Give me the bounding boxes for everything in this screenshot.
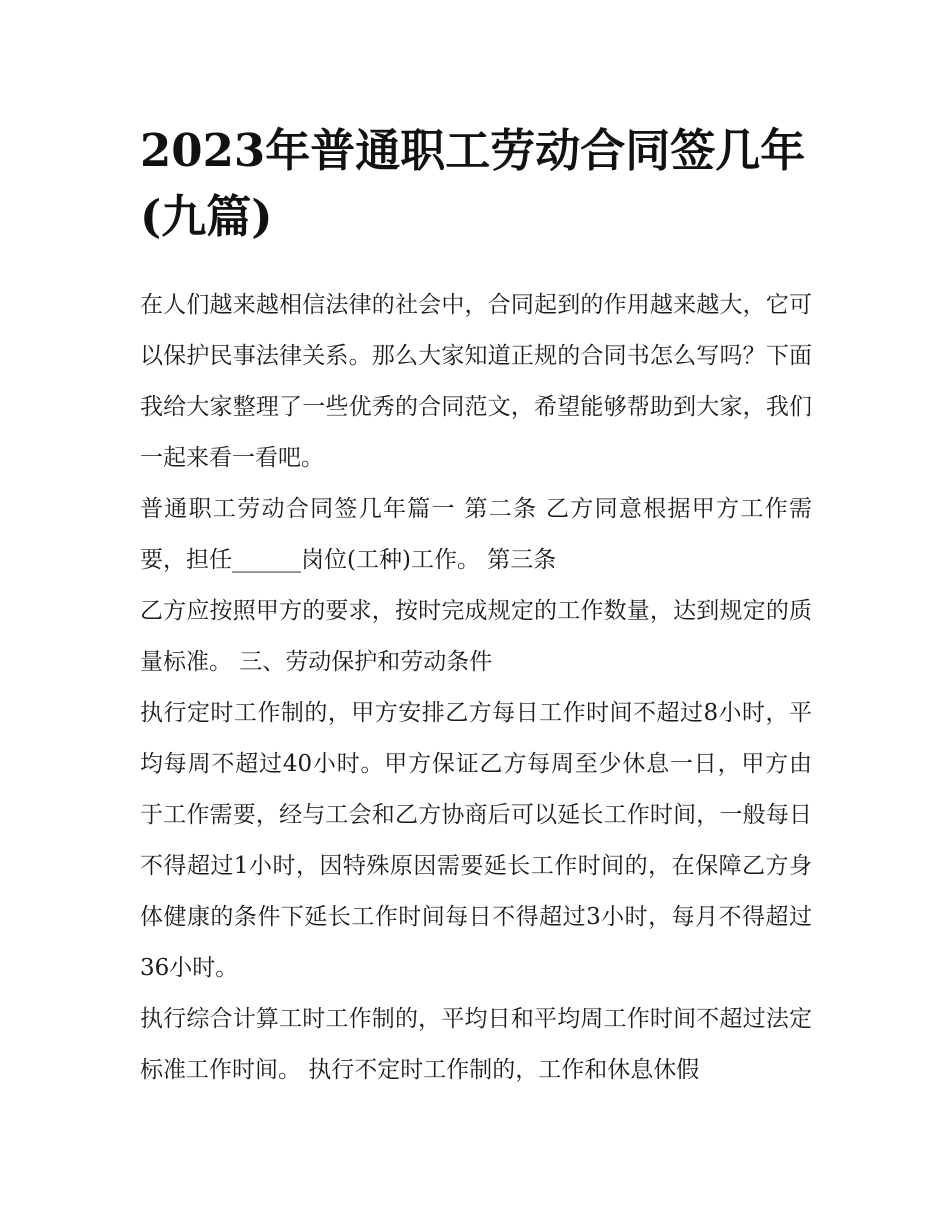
paragraph-working-hours: 执行定时工作制的，甲方安排乙方每日工作时间不超过8小时，平均每周不超过40小时。甲方保证乙方每周至少休息一日，甲方由于工作需要，经与工会和乙方协商后可以延长工作时间，一般每日不得超过1小时，因特殊原因需要延长工作时间的，在保障乙方身体健康的条件下延长工作时间每日不得超过3小时，每月不得超过36小时。	[140, 700, 812, 981]
paragraph-comprehensive-hours: 执行综合计算工时工作制的，平均日和平均周工作时间不超过法定标准工作时间。 执行不定时工作制的，工作和休息休假	[140, 1006, 812, 1083]
paragraph-intro: 在人们越来越相信法律的社会中，合同起到的作用越来越大，它可以保护民事法律关系。那么大家知道正规的合同书怎么写吗？下面我给大家整理了一些优秀的合同范文，希望能够帮助到大家，我们一起来看一看吧。	[140, 292, 812, 471]
paragraph-article-3: 乙方应按照甲方的要求，按时完成规定的工作数量，达到规定的质量标准。 三、劳动保护和劳动条件	[140, 598, 812, 675]
document-page	[140, 118, 812, 1096]
paragraph-article-2: 普通职工劳动合同签几年篇一 第二条 乙方同意根据甲方工作需要，担任______岗位(工种)工作。 第三条	[140, 496, 812, 573]
document-title: 2023年普通职工劳动合同签几年(九篇)	[140, 124, 806, 243]
